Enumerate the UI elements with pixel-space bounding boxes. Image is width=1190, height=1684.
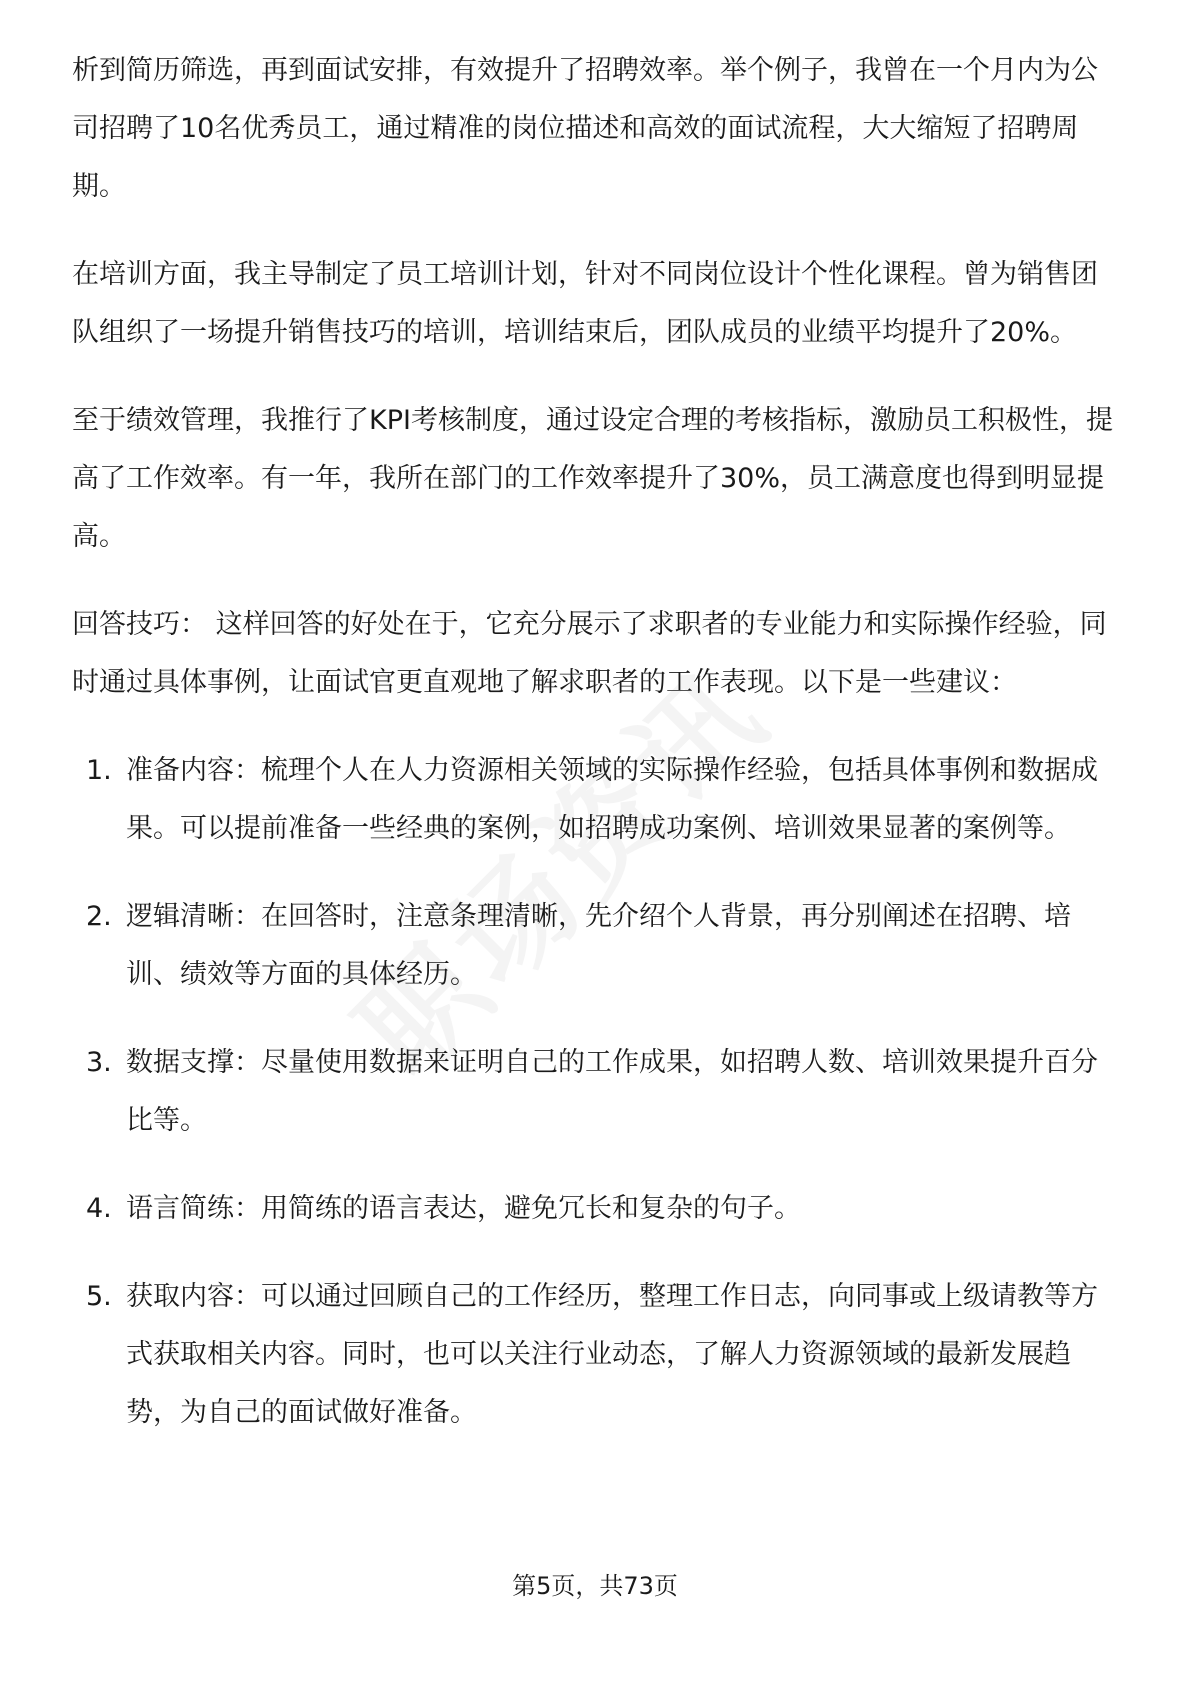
list-number: 3.	[86, 1047, 112, 1078]
list-item	[72, 742, 1122, 858]
list-item	[72, 888, 1122, 1004]
paragraph-recruitment: 析到简历筛选，再到面试安排，有效提升了招聘效率。举个例子，我曾在一个月内为公司招聘了10名优秀员工，通过精准的岗位描述和高效的面试流程，大大缩短了招聘周期。	[72, 55, 1098, 202]
list-item	[72, 1034, 1122, 1150]
list-text: 获取内容：可以通过回顾自己的工作经历，整理工作日志，向同事或上级请教等方式获取相关内容。同时，也可以关注行业动态，了解人力资源领域的最新发展趋势，为自己的面试做好准备。	[126, 1281, 1098, 1428]
list-number: 5.	[86, 1281, 112, 1312]
paragraph-performance: 至于绩效管理，我推行了KPI考核制度，通过设定合理的考核指标，激励员工积极性，提高了工作效率。有一年，我所在部门的工作效率提升了30%，员工满意度也得到明显提高。	[72, 405, 1113, 552]
list-text: 准备内容：梳理个人在人力资源相关领域的实际操作经验，包括具体事例和数据成果。可以提前准备一些经典的案例，如招聘成功案例、培训效果显著的案例等。	[126, 755, 1098, 844]
list-item	[72, 1268, 1122, 1442]
page-content	[72, 42, 1122, 1472]
list-number: 2.	[86, 901, 112, 932]
list-number: 1.	[86, 755, 112, 786]
list-text: 语言简练：用简练的语言表达，避免冗长和复杂的句子。	[126, 1193, 801, 1224]
list-text: 逻辑清晰：在回答时，注意条理清晰，先介绍个人背景，再分别阐述在招聘、培训、绩效等方面的具体经历。	[126, 901, 1071, 990]
list-text: 数据支撑：尽量使用数据来证明自己的工作成果，如招聘人数、培训效果提升百分比等。	[126, 1047, 1098, 1136]
list-item	[72, 1180, 1122, 1238]
paragraph-training: 在培训方面，我主导制定了员工培训计划，针对不同岗位设计个性化课程。曾为销售团队组织了一场提升销售技巧的培训，培训结束后，团队成员的业绩平均提升了20%。	[72, 259, 1098, 348]
paragraph-answer-tips: 回答技巧： 这样回答的好处在于，它充分展示了求职者的专业能力和实际操作经验，同时通过具体事例，让面试官更直观地了解求职者的工作表现。以下是一些建议：	[72, 609, 1107, 698]
list-number: 4.	[86, 1193, 112, 1224]
page-number: 第5页，共73页	[512, 1572, 678, 1600]
